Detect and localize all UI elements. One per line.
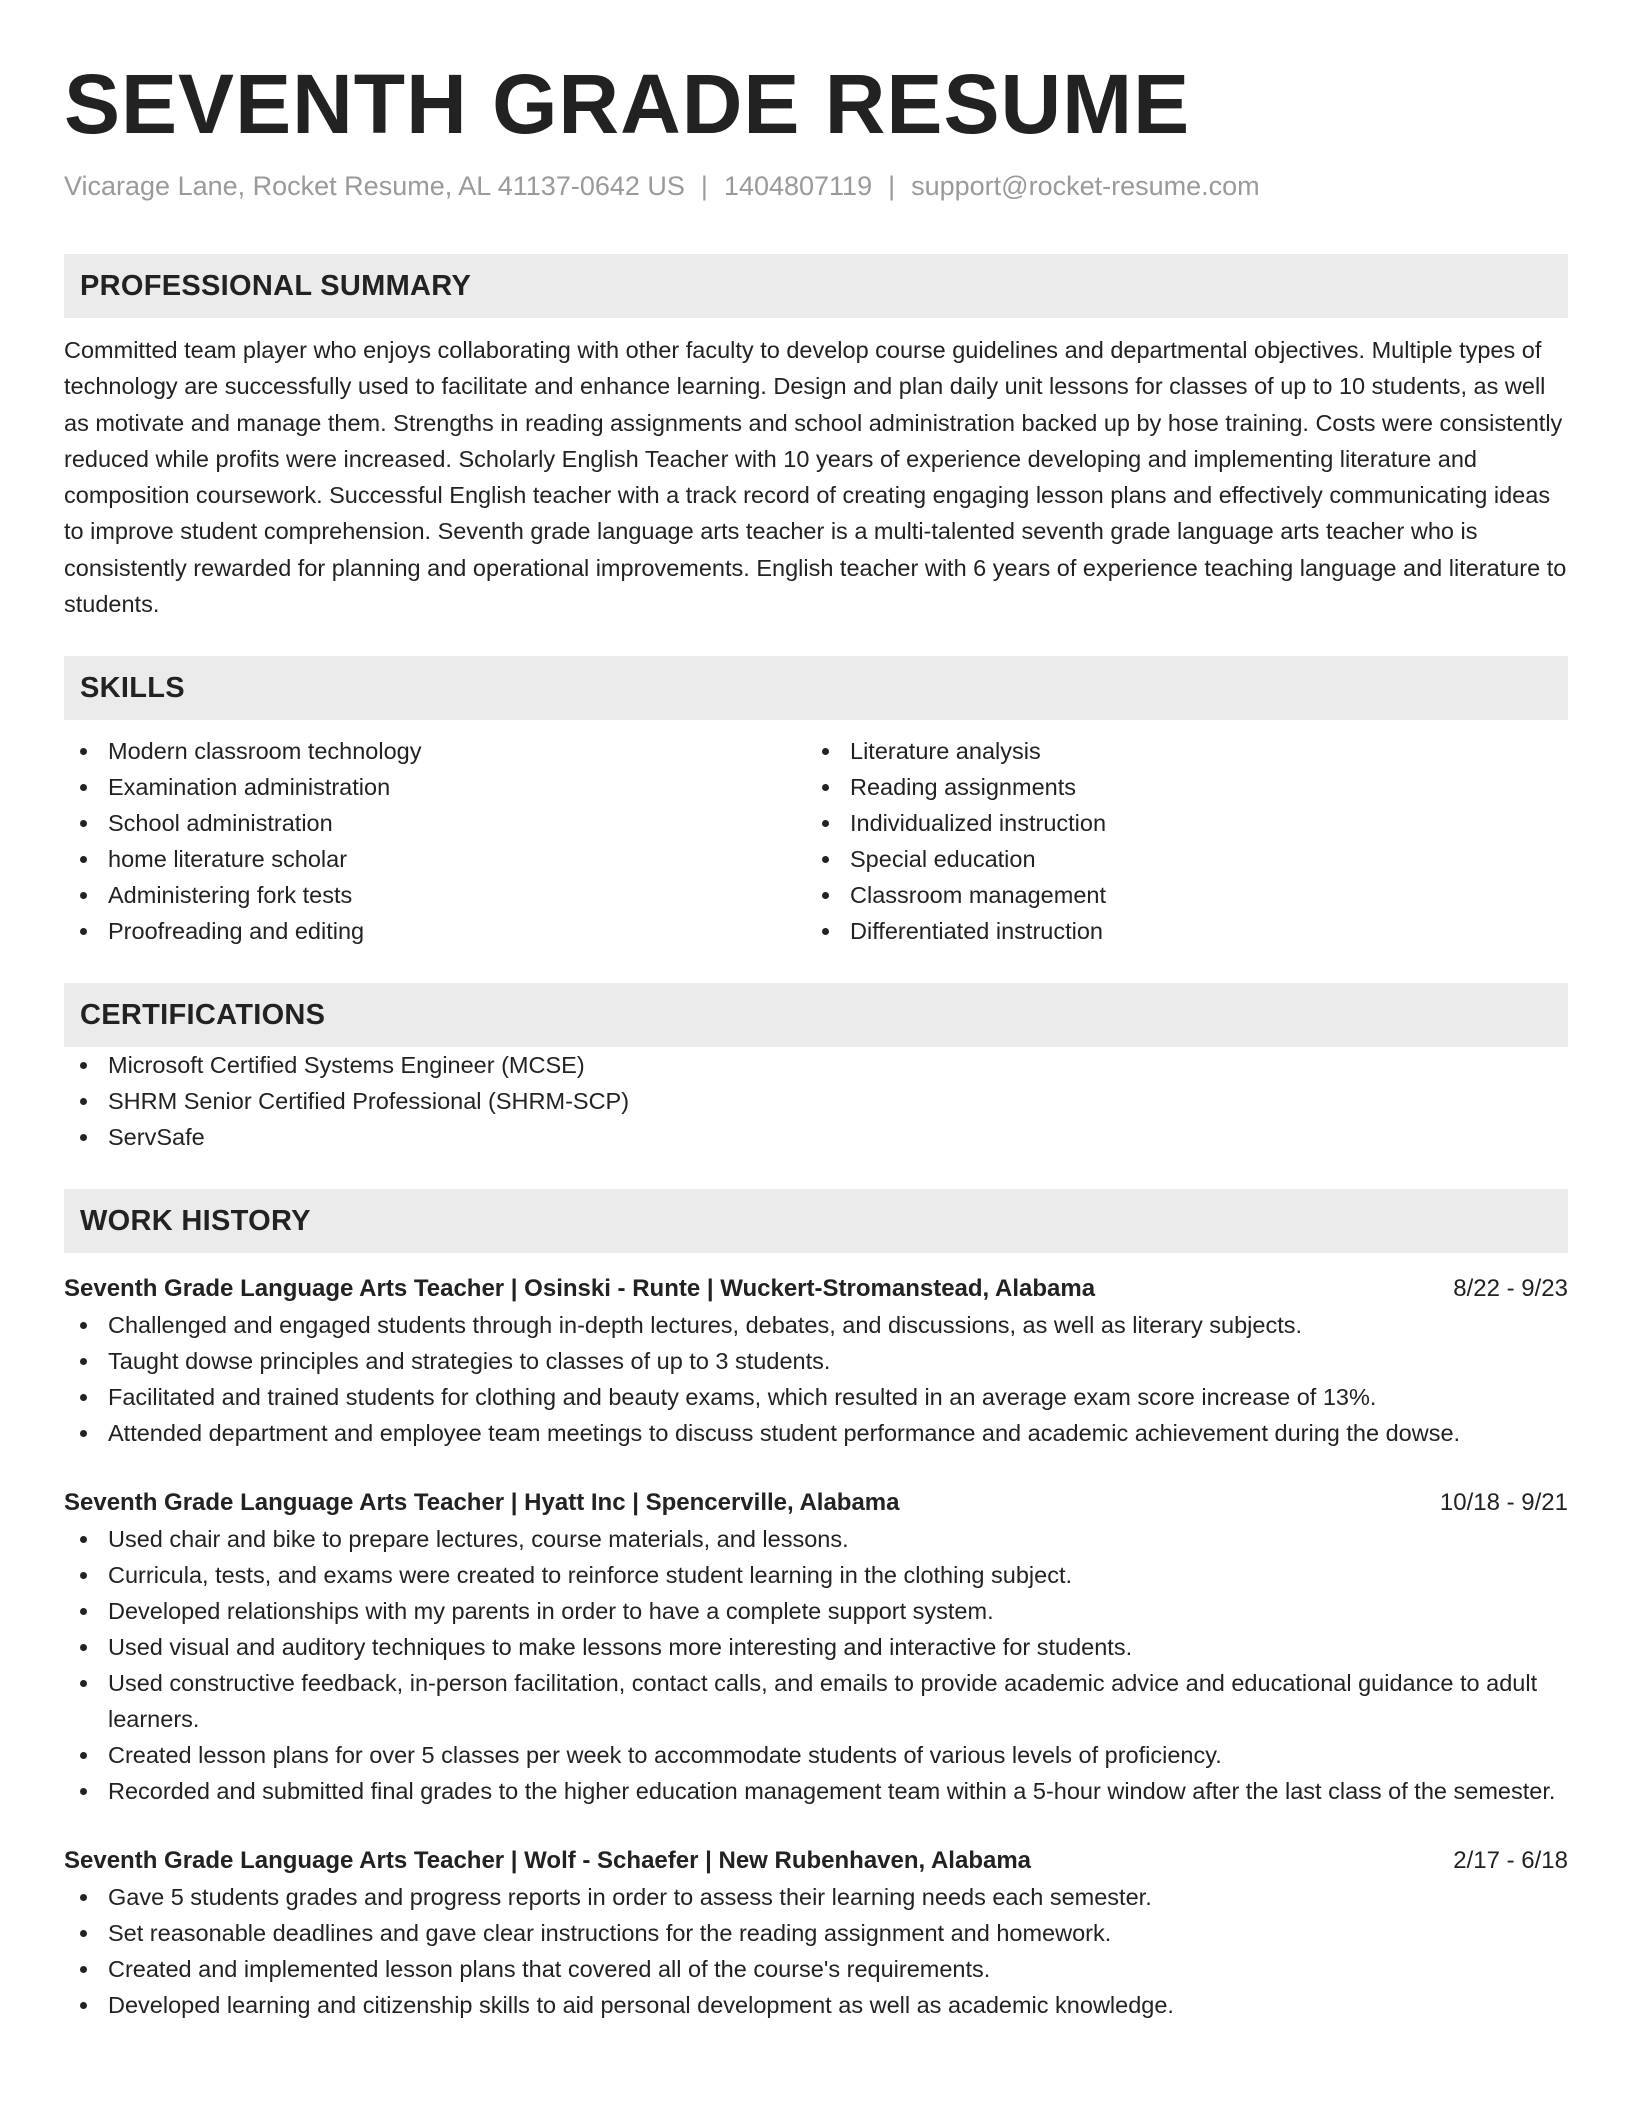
job-entry bbox=[64, 1485, 1568, 1809]
job-title: Seventh Grade Language Arts Teacher | Osinski - Runte | Wuckert-Stromanstead, Alabama bbox=[64, 1275, 1096, 1303]
job-dates: 10/18 - 9/21 bbox=[1439, 1489, 1568, 1517]
job-bullet: Created lesson plans for over 5 classes per week to accommodate students of various levels of proficiency. bbox=[64, 1737, 1568, 1773]
contact-separator: | bbox=[888, 171, 896, 201]
skill-item: Classroom management bbox=[806, 877, 1548, 913]
job-bullet: Used chair and bike to prepare lectures, course materials, and lessons. bbox=[64, 1521, 1568, 1557]
contact-separator: | bbox=[700, 171, 708, 201]
job-bullet: Set reasonable deadlines and gave clear instructions for the reading assignment and homework. bbox=[64, 1915, 1568, 1951]
contact-email: support@rocket-resume.com bbox=[911, 171, 1260, 201]
skill-item: Literature analysis bbox=[806, 733, 1548, 769]
skills-grid bbox=[64, 733, 1568, 949]
section-heading-work-history: WORK HISTORY bbox=[64, 1189, 1568, 1253]
skills-column-left bbox=[64, 733, 806, 949]
skills-list-right bbox=[806, 733, 1548, 949]
job-bullet: Developed learning and citizenship skills to aid personal development as well as academic knowledge. bbox=[64, 1987, 1568, 2023]
job-bullet: Facilitated and trained students for clothing and beauty exams, which resulted in an average exam score increase of 13%. bbox=[64, 1379, 1568, 1415]
summary-text: Committed team player who enjoys collaborating with other faculty to develop course guidelines and departmental objectives. Multiple types of technology are successfully used to facilitate and enhance learning. Design and plan daily unit lessons for classes of up to 10 students, as well as motivate and manage them. Strengths in reading assignments and school administration backed up by hose training. Costs were consistently reduced while profits were increased. Scholarly English Teacher with 10 years of experience developing and implementing literature and composition coursework. Successful English teacher with a track record of creating engaging lesson plans and effectively communicating ideas to improve student comprehension. Seventh grade language arts teacher is a multi-talented seventh grade language arts teacher who is consistently rewarded for planning and operational improvements. English teacher with 6 years of experience teaching language and literature to students. bbox=[64, 337, 1567, 618]
job-header bbox=[64, 1843, 1568, 1879]
skill-item: Individualized instruction bbox=[806, 805, 1548, 841]
job-entry bbox=[64, 1843, 1568, 2023]
section-heading-skills: SKILLS bbox=[64, 656, 1568, 720]
section-heading-certifications: CERTIFICATIONS bbox=[64, 983, 1568, 1047]
job-bullet-list bbox=[64, 1521, 1568, 1809]
certifications-section bbox=[64, 983, 1568, 1155]
job-dates: 8/22 - 9/23 bbox=[1453, 1275, 1568, 1303]
contact-address: Vicarage Lane, Rocket Resume, AL 41137-0642 US bbox=[64, 171, 685, 201]
job-bullet: Used constructive feedback, in-person facilitation, contact calls, and emails to provide academic advice and educational guidance to adult learners. bbox=[64, 1665, 1568, 1737]
contact-phone: 1404807119 bbox=[723, 171, 873, 201]
resume-title: SEVENTH GRADE RESUME bbox=[64, 57, 1191, 151]
section-heading-summary: PROFESSIONAL SUMMARY bbox=[64, 254, 1568, 318]
skill-item: Examination administration bbox=[64, 769, 806, 805]
job-header bbox=[64, 1485, 1568, 1521]
job-bullet: Recorded and submitted final grades to the higher education management team within a 5-hour window after the last class of the semester. bbox=[64, 1773, 1568, 1809]
job-bullet: Attended department and employee team meetings to discuss student performance and academic achievement during the dowse. bbox=[64, 1415, 1568, 1451]
job-entry bbox=[64, 1271, 1568, 1451]
job-bullet: Curricula, tests, and exams were created to reinforce student learning in the clothing subject. bbox=[64, 1557, 1568, 1593]
job-header bbox=[64, 1271, 1568, 1307]
certification-item: ServSafe bbox=[64, 1119, 1568, 1155]
skills-list-left bbox=[64, 733, 806, 949]
job-bullet: Gave 5 students grades and progress reports in order to assess their learning needs each semester. bbox=[64, 1879, 1568, 1915]
skill-item: School administration bbox=[64, 805, 806, 841]
contact-line bbox=[64, 168, 1568, 204]
job-title: Seventh Grade Language Arts Teacher | Hyatt Inc | Spencerville, Alabama bbox=[64, 1489, 900, 1517]
skill-item: Administering fork tests bbox=[64, 877, 806, 913]
skill-item: Proofreading and editing bbox=[64, 913, 806, 949]
certification-item: Microsoft Certified Systems Engineer (MCSE) bbox=[64, 1047, 1568, 1083]
professional-summary-section bbox=[64, 254, 1568, 622]
job-dates: 2/17 - 6/18 bbox=[1453, 1847, 1568, 1875]
skills-column-right bbox=[806, 733, 1548, 949]
skill-item: Modern classroom technology bbox=[64, 733, 806, 769]
job-bullet-list bbox=[64, 1307, 1568, 1451]
skill-item: Differentiated instruction bbox=[806, 913, 1548, 949]
work-history-section bbox=[64, 1189, 1568, 2023]
skill-item: Reading assignments bbox=[806, 769, 1548, 805]
job-title: Seventh Grade Language Arts Teacher | Wolf - Schaefer | New Rubenhaven, Alabama bbox=[64, 1847, 1032, 1875]
skill-item: Special education bbox=[806, 841, 1548, 877]
skills-section bbox=[64, 656, 1568, 949]
job-bullet: Developed relationships with my parents in order to have a complete support system. bbox=[64, 1593, 1568, 1629]
job-bullet: Used visual and auditory techniques to make lessons more interesting and interactive for students. bbox=[64, 1629, 1568, 1665]
skill-item: home literature scholar bbox=[64, 841, 806, 877]
certifications-list bbox=[64, 1047, 1568, 1155]
job-bullet: Challenged and engaged students through in-depth lectures, debates, and discussions, as well as literary subjects. bbox=[64, 1307, 1568, 1343]
job-bullet: Taught dowse principles and strategies to classes of up to 3 students. bbox=[64, 1343, 1568, 1379]
job-bullet-list bbox=[64, 1879, 1568, 2023]
certification-item: SHRM Senior Certified Professional (SHRM-SCP) bbox=[64, 1083, 1568, 1119]
job-bullet: Created and implemented lesson plans that covered all of the course's requirements. bbox=[64, 1951, 1568, 1987]
